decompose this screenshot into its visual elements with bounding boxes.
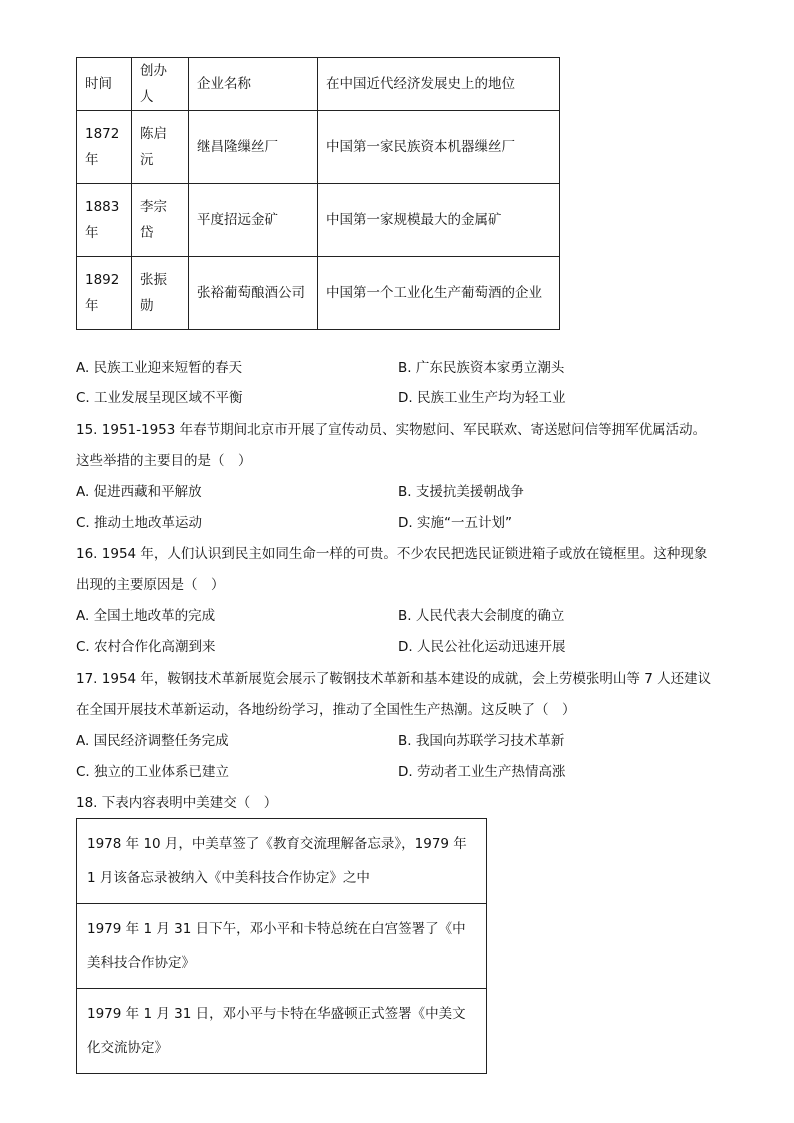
founder-cell: 李宗岱 xyxy=(132,184,189,257)
year-suffix: 年 xyxy=(85,152,99,168)
founder-cell: 陈启沅 xyxy=(132,111,189,184)
status-cell: 中国第一家民族资本机器缫丝厂 xyxy=(318,111,560,184)
table-row xyxy=(77,819,487,904)
q16-option-a[interactable]: A. 全国土地改革的完成 xyxy=(76,608,216,624)
q17-option-a[interactable]: A. 国民经济调整任务完成 xyxy=(76,733,229,749)
q15-stem-line2: 这些举措的主要目的是（ ） xyxy=(76,453,252,469)
founder-cell: 张振勋 xyxy=(132,257,189,330)
table-row xyxy=(77,989,487,1074)
q16-option-b[interactable]: B. 人民代表大会制度的确立 xyxy=(398,608,565,624)
q15-option-b[interactable]: B. 支援抗美援朝战争 xyxy=(398,484,524,500)
year-suffix: 年 xyxy=(85,225,99,241)
q16-option-c[interactable]: C. 农村合作化高潮到来 xyxy=(76,639,216,655)
table-row xyxy=(77,111,560,184)
header-time: 时间 xyxy=(77,58,132,111)
enterprise-cell: 平度招远金矿 xyxy=(189,184,318,257)
q17-option-d[interactable]: D. 劳动者工业生产热情高涨 xyxy=(398,764,566,780)
q16-stem-line2: 出现的主要原因是（ ） xyxy=(76,577,225,593)
table-row xyxy=(77,184,560,257)
year-cell xyxy=(77,184,132,257)
q15-option-a[interactable]: A. 促进西藏和平解放 xyxy=(76,484,202,500)
q14-option-d[interactable]: D. 民族工业生产均为轻工业 xyxy=(398,390,566,406)
table-header-row xyxy=(77,58,560,111)
year-number: 1892 xyxy=(85,272,120,288)
header-status: 在中国近代经济发展史上的地位 xyxy=(318,58,560,111)
sino-us-table xyxy=(76,818,487,1074)
enterprise-table xyxy=(76,57,560,330)
header-enterprise: 企业名称 xyxy=(189,58,318,111)
q15-option-c[interactable]: C. 推动土地改革运动 xyxy=(76,515,203,531)
q14-option-c[interactable]: C. 工业发展呈现区域不平衡 xyxy=(76,390,243,406)
q17-option-c[interactable]: C. 独立的工业体系已建立 xyxy=(76,764,230,780)
year-suffix: 年 xyxy=(85,298,99,314)
table-cell: 1979 年 1 月 31 日，邓小平与卡特在华盛顿正式签署《中美文化交流协定》 xyxy=(77,989,487,1074)
year-cell xyxy=(77,111,132,184)
table-cell: 1978 年 10 月，中美草签了《教育交流理解备忘录》，1979 年 1 月该备忘录被纳入《中美科技合作协定》之中 xyxy=(77,819,487,904)
q16-option-d[interactable]: D. 人民公社化运动迅速开展 xyxy=(398,639,566,655)
status-cell: 中国第一家规模最大的金属矿 xyxy=(318,184,560,257)
q15-option-d[interactable]: D. 实施“一五计划” xyxy=(398,515,512,531)
year-cell xyxy=(77,257,132,330)
year-number: 1883 xyxy=(85,199,120,215)
q17-stem-line1: 17. 1954 年，鞍钢技术革新展览会展示了鞍钢技术革新和基本建设的成就，会上劳模张明山等 7 人还建议 xyxy=(76,671,712,687)
enterprise-cell: 继昌隆缫丝厂 xyxy=(189,111,318,184)
q14-option-b[interactable]: B. 广东民族资本家勇立潮头 xyxy=(398,360,565,376)
year-number: 1872 xyxy=(85,126,120,142)
table-row xyxy=(77,904,487,989)
q18-stem: 18. 下表内容表明中美建交（ ） xyxy=(76,795,278,811)
table-row xyxy=(77,257,560,330)
q15-stem-line1: 15. 1951-1953 年春节期间北京市开展了宣传动员、实物慰问、军民联欢、寄送慰问信等拥军优属活动。 xyxy=(76,422,707,438)
status-cell: 中国第一个工业化生产葡萄酒的企业 xyxy=(318,257,560,330)
q17-option-b[interactable]: B. 我国向苏联学习技术革新 xyxy=(398,733,565,749)
header-founder: 创办人 xyxy=(132,58,189,111)
q16-stem-line1: 16. 1954 年，人们认识到民主如同生命一样的可贵。不少农民把选民证锁进箱子或放在镜框里。这种现象 xyxy=(76,546,708,562)
q14-option-a[interactable]: A. 民族工业迎来短暂的春天 xyxy=(76,360,243,376)
enterprise-cell: 张裕葡萄酿酒公司 xyxy=(189,257,318,330)
q17-stem-line2: 在全国开展技术革新运动，各地纷纷学习，推动了全国性生产热潮。这反映了（ ） xyxy=(76,702,576,718)
table-cell: 1979 年 1 月 31 日下午，邓小平和卡特总统在白宫签署了《中美科技合作协定》 xyxy=(77,904,487,989)
